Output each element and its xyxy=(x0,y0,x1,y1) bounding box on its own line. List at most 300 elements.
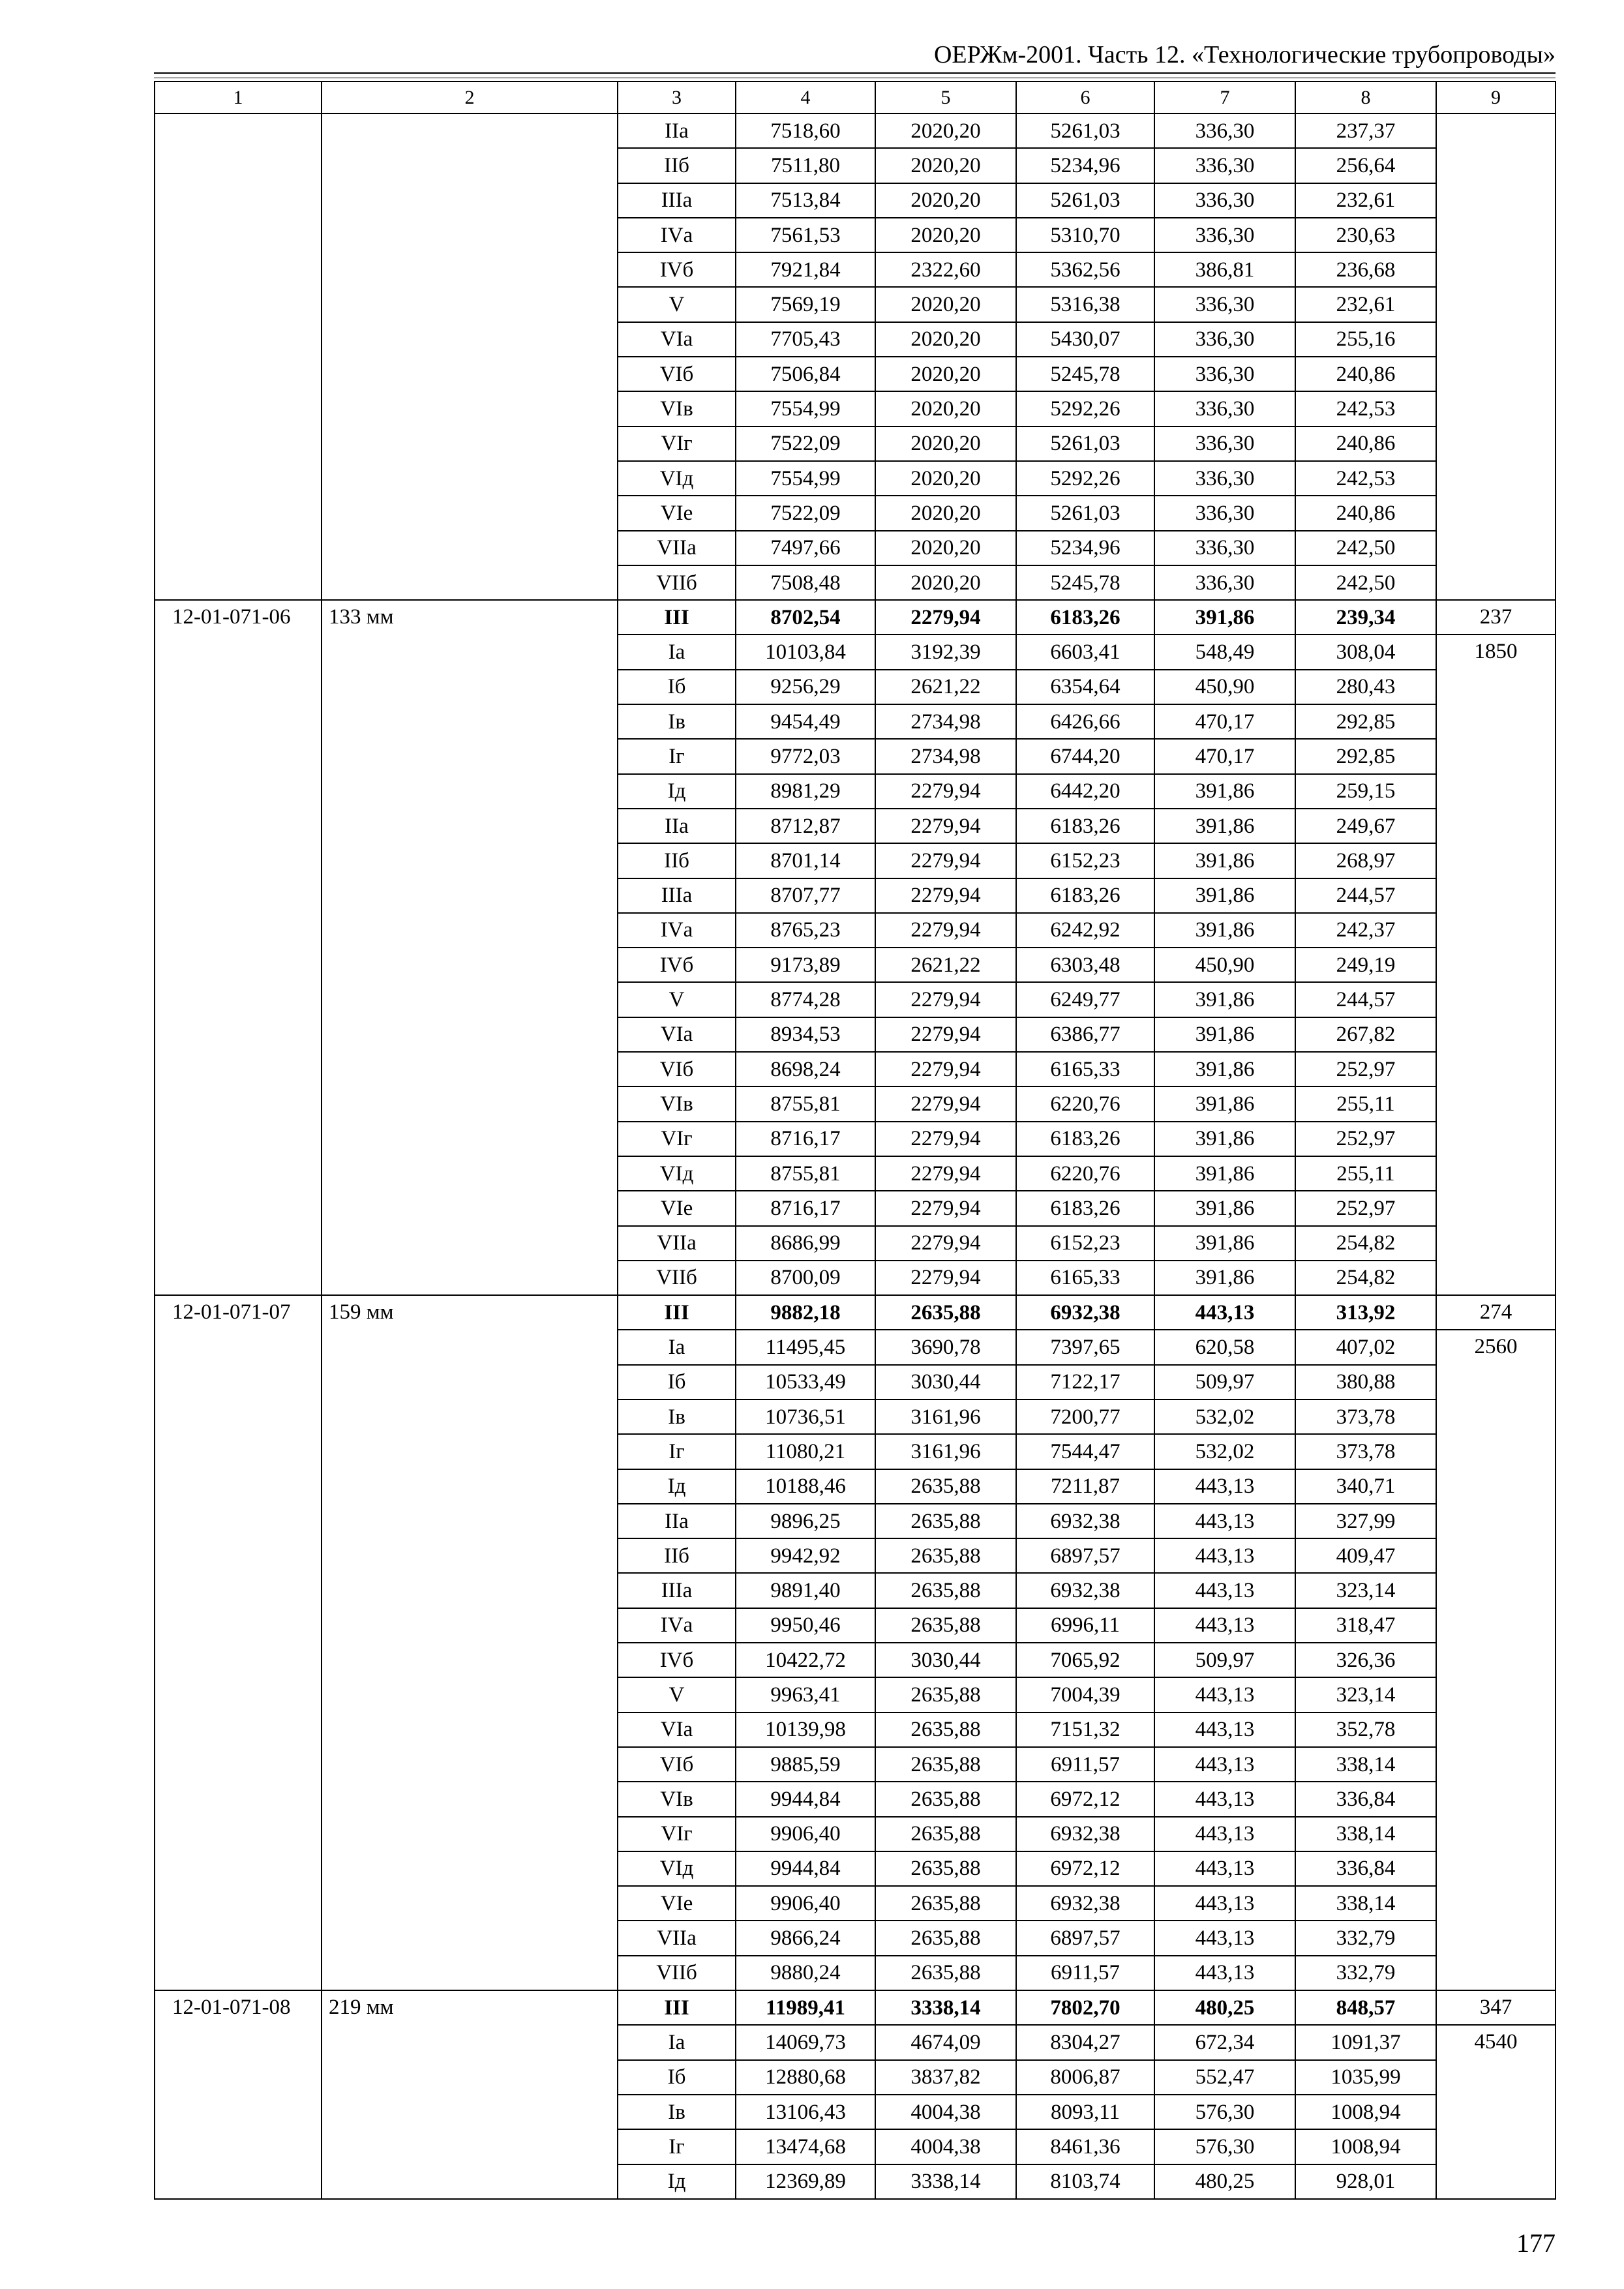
table-row xyxy=(155,809,1556,843)
value-cell-col4: 7561,53 xyxy=(736,218,875,252)
code-cell xyxy=(155,2060,322,2095)
diameter-cell xyxy=(322,113,618,148)
value-cell-col6: 6932,38 xyxy=(1016,1886,1154,1921)
value-cell-col7: 391,86 xyxy=(1154,1052,1295,1086)
value-cell-col8: 255,11 xyxy=(1295,1086,1436,1121)
zone-cell: III xyxy=(618,600,736,635)
value-cell-col8: 242,53 xyxy=(1295,461,1436,496)
value-cell-col9 xyxy=(1436,948,1556,982)
value-cell-col7: 386,81 xyxy=(1154,252,1295,287)
code-cell xyxy=(155,1122,322,1156)
value-cell-col9 xyxy=(1436,1956,1556,1990)
table-row xyxy=(155,1956,1556,1990)
value-cell-col9 xyxy=(1436,391,1556,426)
value-cell-col7: 470,17 xyxy=(1154,739,1295,773)
value-cell-col8: 323,14 xyxy=(1295,1573,1436,1608)
value-cell-col5: 2635,88 xyxy=(875,1538,1016,1573)
code-cell xyxy=(155,461,322,496)
diameter-cell xyxy=(322,1365,618,1399)
value-cell-col4: 7554,99 xyxy=(736,461,875,496)
value-cell-col8: 240,86 xyxy=(1295,357,1436,391)
value-cell-col8: 259,15 xyxy=(1295,774,1436,809)
code-cell xyxy=(155,531,322,565)
code-cell xyxy=(155,1399,322,1434)
code-cell xyxy=(155,287,322,322)
value-cell-col8: 352,78 xyxy=(1295,1713,1436,1747)
value-cell-col7: 443,13 xyxy=(1154,1677,1295,1712)
value-cell-col9: 274 xyxy=(1436,1295,1556,1330)
value-cell-col9 xyxy=(1436,1365,1556,1399)
table-row xyxy=(155,1608,1556,1643)
value-cell-col6: 7151,32 xyxy=(1016,1713,1154,1747)
value-cell-col9 xyxy=(1436,1261,1556,1295)
column-header: 6 xyxy=(1016,82,1154,113)
zone-cell: III xyxy=(618,1990,736,2025)
value-cell-col9 xyxy=(1436,670,1556,704)
zone-cell: VIв xyxy=(618,1782,736,1816)
value-cell-col8: 332,79 xyxy=(1295,1921,1436,1955)
value-cell-col5: 4004,38 xyxy=(875,2095,1016,2129)
column-header: 1 xyxy=(155,82,322,113)
value-cell-col4: 7921,84 xyxy=(736,252,875,287)
value-cell-col7: 391,86 xyxy=(1154,1226,1295,1261)
value-cell-col7: 443,13 xyxy=(1154,1851,1295,1886)
value-cell-col9 xyxy=(1436,2060,1556,2095)
value-cell-col6: 8103,74 xyxy=(1016,2164,1154,2199)
table-row xyxy=(155,148,1556,183)
value-cell-col4: 7513,84 xyxy=(736,183,875,218)
value-cell-col6: 5261,03 xyxy=(1016,113,1154,148)
value-cell-col6: 6897,57 xyxy=(1016,1921,1154,1955)
value-cell-col4: 9891,40 xyxy=(736,1573,875,1608)
diameter-cell xyxy=(322,1817,618,1851)
table-row xyxy=(155,982,1556,1017)
value-cell-col5: 2635,88 xyxy=(875,1817,1016,1851)
code-cell xyxy=(155,1747,322,1782)
zone-cell: Iд xyxy=(618,774,736,809)
zone-cell: VIа xyxy=(618,1017,736,1052)
diameter-cell xyxy=(322,1573,618,1608)
column-header: 3 xyxy=(618,82,736,113)
value-cell-col6: 6744,20 xyxy=(1016,739,1154,773)
value-cell-col5: 2635,88 xyxy=(875,1677,1016,1712)
code-cell xyxy=(155,1921,322,1955)
value-cell-col8: 928,01 xyxy=(1295,2164,1436,2199)
zone-cell: IVб xyxy=(618,252,736,287)
table-row xyxy=(155,1990,1556,2025)
value-cell-col6: 6183,26 xyxy=(1016,1191,1154,1225)
code-cell xyxy=(155,1365,322,1399)
code-cell xyxy=(155,1643,322,1677)
value-cell-col4: 10533,49 xyxy=(736,1365,875,1399)
diameter-cell xyxy=(322,252,618,287)
value-cell-col5: 2279,94 xyxy=(875,1052,1016,1086)
value-cell-col9 xyxy=(1436,809,1556,843)
table-row xyxy=(155,113,1556,148)
value-cell-col7: 391,86 xyxy=(1154,913,1295,948)
value-cell-col8: 323,14 xyxy=(1295,1677,1436,1712)
value-cell-col7: 548,49 xyxy=(1154,635,1295,669)
table-row xyxy=(155,1330,1556,1364)
table-body xyxy=(155,82,1556,2199)
value-cell-col8: 254,82 xyxy=(1295,1226,1436,1261)
zone-cell: VIб xyxy=(618,1747,736,1782)
diameter-cell xyxy=(322,1713,618,1747)
zone-cell: VIг xyxy=(618,1122,736,1156)
value-cell-col6: 5316,38 xyxy=(1016,287,1154,322)
value-cell-col6: 6165,33 xyxy=(1016,1052,1154,1086)
value-cell-col5: 2635,88 xyxy=(875,1608,1016,1643)
value-cell-col9 xyxy=(1436,148,1556,183)
value-cell-col8: 336,84 xyxy=(1295,1782,1436,1816)
value-cell-col7: 576,30 xyxy=(1154,2095,1295,2129)
zone-cell: VIIа xyxy=(618,1226,736,1261)
diameter-cell xyxy=(322,1504,618,1538)
value-cell-col6: 6165,33 xyxy=(1016,1261,1154,1295)
diameter-cell xyxy=(322,2060,618,2095)
value-cell-col6: 6897,57 xyxy=(1016,1538,1154,1573)
value-cell-col7: 443,13 xyxy=(1154,1817,1295,1851)
table-row xyxy=(155,1122,1556,1156)
value-cell-col8: 255,16 xyxy=(1295,322,1436,357)
value-cell-col5: 2635,88 xyxy=(875,1504,1016,1538)
value-cell-col9 xyxy=(1436,774,1556,809)
zone-cell: IIа xyxy=(618,113,736,148)
column-header: 9 xyxy=(1436,82,1556,113)
value-cell-col7: 336,30 xyxy=(1154,496,1295,530)
table-row xyxy=(155,913,1556,948)
value-cell-col8: 252,97 xyxy=(1295,1122,1436,1156)
code-cell: 12-01-071-08 xyxy=(155,1990,322,2025)
code-cell xyxy=(155,809,322,843)
value-cell-col9 xyxy=(1436,1434,1556,1469)
value-cell-col4: 7554,99 xyxy=(736,391,875,426)
code-cell xyxy=(155,1261,322,1295)
diameter-cell xyxy=(322,2095,618,2129)
value-cell-col9 xyxy=(1436,1921,1556,1955)
value-cell-col5: 2635,88 xyxy=(875,1295,1016,1330)
diameter-cell xyxy=(322,426,618,461)
table-row xyxy=(155,774,1556,809)
column-header: 8 xyxy=(1295,82,1436,113)
value-cell-col4: 8686,99 xyxy=(736,1226,875,1261)
code-cell xyxy=(155,1608,322,1643)
value-cell-col9: 1850 xyxy=(1436,635,1556,669)
zone-cell: VIв xyxy=(618,1086,736,1121)
zone-cell: V xyxy=(618,982,736,1017)
value-cell-col8: 313,92 xyxy=(1295,1295,1436,1330)
zone-cell: VIг xyxy=(618,426,736,461)
value-cell-col5: 3837,82 xyxy=(875,2060,1016,2095)
table-row xyxy=(155,1573,1556,1608)
diameter-cell xyxy=(322,461,618,496)
value-cell-col6: 5292,26 xyxy=(1016,461,1154,496)
table-row xyxy=(155,1538,1556,1573)
diameter-cell xyxy=(322,1782,618,1816)
diameter-cell xyxy=(322,148,618,183)
value-cell-col4: 9173,89 xyxy=(736,948,875,982)
value-cell-col7: 443,13 xyxy=(1154,1573,1295,1608)
value-cell-col5: 2279,94 xyxy=(875,809,1016,843)
diameter-cell xyxy=(322,1434,618,1469)
value-cell-col8: 292,85 xyxy=(1295,704,1436,739)
code-cell xyxy=(155,2025,322,2059)
diameter-cell xyxy=(322,2129,618,2164)
zone-cell: IVб xyxy=(618,948,736,982)
value-cell-col5: 2020,20 xyxy=(875,496,1016,530)
code-cell xyxy=(155,878,322,913)
value-cell-col7: 336,30 xyxy=(1154,148,1295,183)
diameter-cell xyxy=(322,391,618,426)
code-cell xyxy=(155,670,322,704)
zone-cell: IIб xyxy=(618,843,736,878)
table-row xyxy=(155,1365,1556,1399)
code-cell xyxy=(155,1713,322,1747)
table-row xyxy=(155,1052,1556,1086)
code-cell xyxy=(155,948,322,982)
value-cell-col7: 336,30 xyxy=(1154,391,1295,426)
value-cell-col6: 6972,12 xyxy=(1016,1782,1154,1816)
table-row xyxy=(155,218,1556,252)
code-cell xyxy=(155,739,322,773)
value-cell-col9 xyxy=(1436,704,1556,739)
code-cell xyxy=(155,982,322,1017)
value-cell-col8: 332,79 xyxy=(1295,1956,1436,1990)
diameter-cell xyxy=(322,2025,618,2059)
table-row xyxy=(155,2025,1556,2059)
value-cell-col7: 391,86 xyxy=(1154,843,1295,878)
value-cell-col6: 7200,77 xyxy=(1016,1399,1154,1434)
value-cell-col7: 336,30 xyxy=(1154,113,1295,148)
table-row xyxy=(155,1886,1556,1921)
zone-cell: Iв xyxy=(618,2095,736,2129)
table-row xyxy=(155,1747,1556,1782)
value-cell-col4: 9885,59 xyxy=(736,1747,875,1782)
zone-cell: Iг xyxy=(618,1434,736,1469)
value-cell-col9 xyxy=(1436,252,1556,287)
value-cell-col9: 347 xyxy=(1436,1990,1556,2025)
value-cell-col5: 2734,98 xyxy=(875,704,1016,739)
value-cell-col6: 5292,26 xyxy=(1016,391,1154,426)
value-cell-col9 xyxy=(1436,1226,1556,1261)
value-cell-col7: 391,86 xyxy=(1154,1122,1295,1156)
value-cell-col4: 13474,68 xyxy=(736,2129,875,2164)
value-cell-col7: 391,86 xyxy=(1154,774,1295,809)
diameter-cell xyxy=(322,287,618,322)
value-cell-col5: 2635,88 xyxy=(875,1573,1016,1608)
value-cell-col9 xyxy=(1436,1538,1556,1573)
value-cell-col6: 6972,12 xyxy=(1016,1851,1154,1886)
value-cell-col6: 8093,11 xyxy=(1016,2095,1154,2129)
value-cell-col9 xyxy=(1436,739,1556,773)
column-header-row xyxy=(155,82,1556,113)
code-cell xyxy=(155,2129,322,2164)
value-cell-col7: 391,86 xyxy=(1154,809,1295,843)
table-row xyxy=(155,948,1556,982)
value-cell-col5: 2020,20 xyxy=(875,426,1016,461)
header-rule-thick xyxy=(154,72,1556,74)
value-cell-col5: 2635,88 xyxy=(875,1469,1016,1504)
code-cell xyxy=(155,1156,322,1191)
value-cell-col4: 11495,45 xyxy=(736,1330,875,1364)
value-cell-col9 xyxy=(1436,496,1556,530)
value-cell-col5: 2279,94 xyxy=(875,1191,1016,1225)
value-cell-col4: 7506,84 xyxy=(736,357,875,391)
value-cell-col7: 336,30 xyxy=(1154,357,1295,391)
value-cell-col6: 6183,26 xyxy=(1016,600,1154,635)
zone-cell: VIд xyxy=(618,1156,736,1191)
value-cell-col7: 443,13 xyxy=(1154,1608,1295,1643)
value-cell-col5: 2020,20 xyxy=(875,461,1016,496)
diameter-cell xyxy=(322,1156,618,1191)
value-cell-col5: 2279,94 xyxy=(875,913,1016,948)
table-row xyxy=(155,1817,1556,1851)
value-cell-col7: 336,30 xyxy=(1154,426,1295,461)
code-cell xyxy=(155,391,322,426)
value-cell-col9 xyxy=(1436,1122,1556,1156)
code-cell: 12-01-071-07 xyxy=(155,1295,322,1330)
value-cell-col7: 391,86 xyxy=(1154,1086,1295,1121)
value-cell-col7: 336,30 xyxy=(1154,565,1295,600)
value-cell-col4: 8702,54 xyxy=(736,600,875,635)
value-cell-col7: 672,34 xyxy=(1154,2025,1295,2059)
value-cell-col5: 3161,96 xyxy=(875,1399,1016,1434)
value-cell-col7: 336,30 xyxy=(1154,183,1295,218)
value-cell-col5: 2279,94 xyxy=(875,774,1016,809)
value-cell-col5: 2279,94 xyxy=(875,843,1016,878)
value-cell-col7: 336,30 xyxy=(1154,322,1295,357)
diameter-cell xyxy=(322,948,618,982)
value-cell-col5: 2020,20 xyxy=(875,322,1016,357)
value-cell-col8: 1008,94 xyxy=(1295,2095,1436,2129)
value-cell-col8: 338,14 xyxy=(1295,1747,1436,1782)
value-cell-col6: 6183,26 xyxy=(1016,1122,1154,1156)
value-cell-col4: 9256,29 xyxy=(736,670,875,704)
code-cell xyxy=(155,565,322,600)
diameter-cell xyxy=(322,1921,618,1955)
value-cell-col7: 443,13 xyxy=(1154,1782,1295,1816)
value-cell-col9 xyxy=(1436,113,1556,148)
table-row xyxy=(155,1261,1556,1295)
diameter-cell xyxy=(322,1122,618,1156)
table-row xyxy=(155,1156,1556,1191)
diameter-cell xyxy=(322,1191,618,1225)
code-cell xyxy=(155,357,322,391)
value-cell-col8: 242,50 xyxy=(1295,531,1436,565)
value-cell-col6: 6183,26 xyxy=(1016,878,1154,913)
zone-cell: Iг xyxy=(618,739,736,773)
table-row xyxy=(155,2060,1556,2095)
value-cell-col5: 2020,20 xyxy=(875,218,1016,252)
value-cell-col6: 5362,56 xyxy=(1016,252,1154,287)
value-cell-col9 xyxy=(1436,426,1556,461)
value-cell-col6: 8006,87 xyxy=(1016,2060,1154,2095)
diameter-cell xyxy=(322,739,618,773)
value-cell-col8: 1008,94 xyxy=(1295,2129,1436,2164)
value-cell-col8: 308,04 xyxy=(1295,635,1436,669)
code-cell xyxy=(155,1886,322,1921)
value-cell-col8: 230,63 xyxy=(1295,218,1436,252)
value-cell-col6: 6249,77 xyxy=(1016,982,1154,1017)
value-cell-col5: 2020,20 xyxy=(875,148,1016,183)
value-cell-col5: 2635,88 xyxy=(875,1886,1016,1921)
table-row xyxy=(155,2129,1556,2164)
value-cell-col7: 443,13 xyxy=(1154,1886,1295,1921)
value-cell-col8: 268,97 xyxy=(1295,843,1436,878)
value-cell-col8: 848,57 xyxy=(1295,1990,1436,2025)
value-cell-col8: 327,99 xyxy=(1295,1504,1436,1538)
value-cell-col7: 620,58 xyxy=(1154,1330,1295,1364)
code-cell xyxy=(155,1677,322,1712)
diameter-cell: 159 мм xyxy=(322,1295,618,1330)
value-cell-col8: 242,53 xyxy=(1295,391,1436,426)
value-cell-col8: 373,78 xyxy=(1295,1434,1436,1469)
value-cell-col5: 2734,98 xyxy=(875,739,1016,773)
diameter-cell xyxy=(322,1469,618,1504)
table-row xyxy=(155,531,1556,565)
table-row xyxy=(155,252,1556,287)
value-cell-col7: 443,13 xyxy=(1154,1713,1295,1747)
value-cell-col9 xyxy=(1436,913,1556,948)
diameter-cell xyxy=(322,1886,618,1921)
value-cell-col6: 6932,38 xyxy=(1016,1295,1154,1330)
code-cell xyxy=(155,1538,322,1573)
value-cell-col8: 338,14 xyxy=(1295,1886,1436,1921)
zone-cell: VIIб xyxy=(618,1261,736,1295)
value-cell-col8: 255,11 xyxy=(1295,1156,1436,1191)
value-cell-col9 xyxy=(1436,357,1556,391)
value-cell-col5: 2020,20 xyxy=(875,357,1016,391)
value-cell-col9: 4540 xyxy=(1436,2025,1556,2059)
diameter-cell xyxy=(322,1851,618,1886)
table-row xyxy=(155,426,1556,461)
code-cell xyxy=(155,843,322,878)
value-cell-col6: 6911,57 xyxy=(1016,1956,1154,1990)
value-cell-col9 xyxy=(1436,1851,1556,1886)
table-row xyxy=(155,2095,1556,2129)
value-cell-col8: 380,88 xyxy=(1295,1365,1436,1399)
value-cell-col5: 2279,94 xyxy=(875,878,1016,913)
value-cell-col8: 318,47 xyxy=(1295,1608,1436,1643)
value-cell-col6: 6220,76 xyxy=(1016,1086,1154,1121)
value-cell-col8: 407,02 xyxy=(1295,1330,1436,1364)
value-cell-col7: 391,86 xyxy=(1154,1156,1295,1191)
value-cell-col5: 4004,38 xyxy=(875,2129,1016,2164)
value-cell-col7: 509,97 xyxy=(1154,1643,1295,1677)
code-cell xyxy=(155,322,322,357)
value-cell-col8: 280,43 xyxy=(1295,670,1436,704)
code-cell xyxy=(155,1956,322,1990)
diameter-cell: 219 мм xyxy=(322,1990,618,2025)
table-row xyxy=(155,1469,1556,1504)
value-cell-col8: 242,37 xyxy=(1295,913,1436,948)
value-cell-col5: 2020,20 xyxy=(875,287,1016,322)
value-cell-col9 xyxy=(1436,1017,1556,1052)
value-cell-col5: 3690,78 xyxy=(875,1330,1016,1364)
zone-cell: Iа xyxy=(618,635,736,669)
value-cell-col7: 391,86 xyxy=(1154,600,1295,635)
value-cell-col4: 13106,43 xyxy=(736,2095,875,2129)
column-header: 5 xyxy=(875,82,1016,113)
table-row xyxy=(155,704,1556,739)
value-cell-col6: 6303,48 xyxy=(1016,948,1154,982)
value-cell-col9 xyxy=(1436,565,1556,600)
code-cell xyxy=(155,704,322,739)
value-cell-col6: 7544,47 xyxy=(1016,1434,1154,1469)
value-cell-col6: 5310,70 xyxy=(1016,218,1154,252)
table-row xyxy=(155,322,1556,357)
zone-cell: IIIа xyxy=(618,878,736,913)
